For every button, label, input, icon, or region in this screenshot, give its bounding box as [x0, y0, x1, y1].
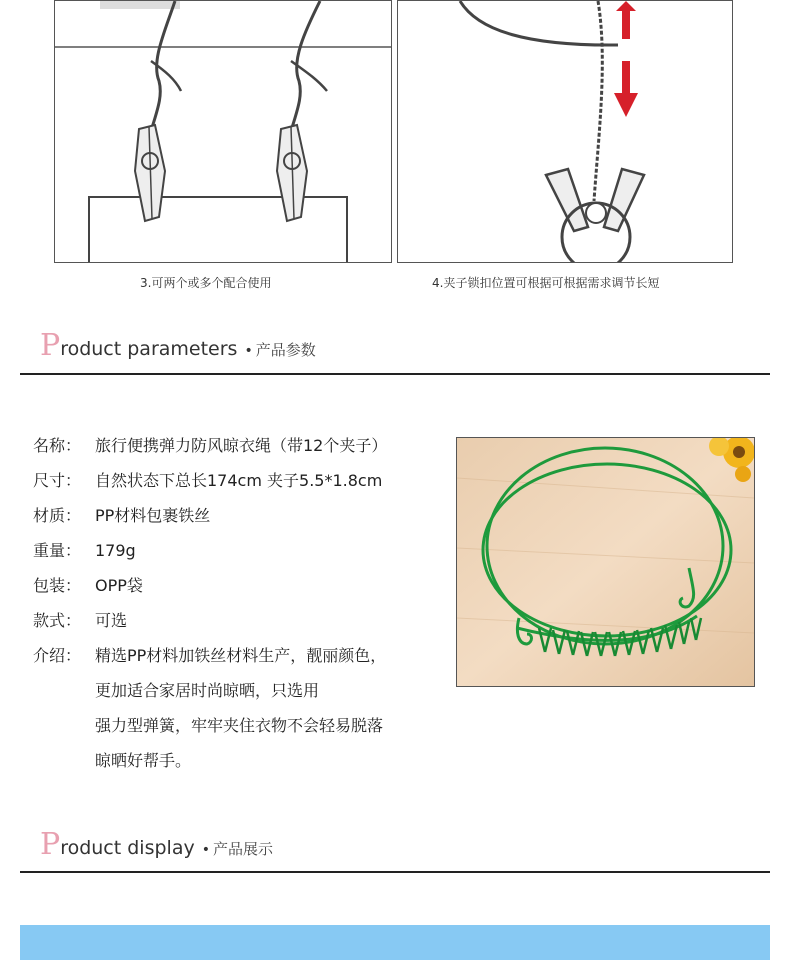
clips-pair-drawing [55, 1, 391, 262]
display-banner [20, 925, 770, 960]
heading-title: roduct parameters [60, 338, 238, 360]
heading-chinese: 产品展示 [212, 840, 273, 858]
param-row [33, 435, 387, 457]
param-row [33, 645, 386, 667]
section-divider [20, 871, 770, 873]
param-value: 179g [95, 541, 136, 560]
section-divider [20, 373, 770, 375]
instruction-illustration-3 [54, 0, 392, 263]
instruction-illustration-4 [397, 0, 733, 263]
param-key: 介绍： [33, 646, 82, 665]
param-key: 重量： [33, 541, 82, 560]
instruction-caption-3: 3.可两个或多个配合使用 [140, 276, 272, 290]
product-photo [456, 437, 755, 687]
param-value: 自然状态下总长174cm 夹子5.5*1.8cm [95, 471, 383, 490]
param-key: 材质： [33, 506, 82, 525]
param-row [33, 470, 382, 492]
param-value: 旅行便携弹力防风晾衣绳（带12个夹子） [95, 436, 388, 455]
heading-dot: • [244, 343, 253, 359]
param-key: 尺寸： [33, 471, 82, 490]
intro-line: 更加适合家居时尚晾晒，只选用 [95, 681, 320, 700]
product-parameters-heading [40, 328, 316, 363]
param-row [33, 610, 127, 632]
param-row [33, 575, 143, 597]
clip-adjust-drawing [398, 1, 732, 262]
intro-line: 强力型弹簧，牢牢夹住衣物不会轻易脱落 [95, 716, 384, 735]
heading-initial: P [40, 827, 61, 862]
heading-initial: P [40, 328, 61, 363]
param-value: OPP袋 [95, 576, 143, 595]
product-display-heading [40, 827, 273, 862]
param-value: 可选 [95, 611, 128, 630]
param-value: PP材料包裹铁丝 [95, 506, 211, 525]
param-row [33, 505, 210, 527]
heading-chinese: 产品参数 [255, 341, 316, 359]
clothesline-photo-drawing [457, 438, 754, 686]
param-row [33, 540, 136, 562]
param-key: 名称： [33, 436, 82, 455]
heading-dot: • [201, 842, 210, 858]
param-value: 精选PP材料加铁丝材料生产，靓丽颜色， [95, 646, 387, 665]
param-key: 款式： [33, 611, 82, 630]
param-key: 包装： [33, 576, 82, 595]
instruction-caption-4: 4.夹子锁扣位置可根据可根据需求调节长短 [432, 276, 660, 290]
intro-line: 晾晒好帮手。 [95, 751, 192, 770]
heading-title: roduct display [60, 837, 195, 859]
